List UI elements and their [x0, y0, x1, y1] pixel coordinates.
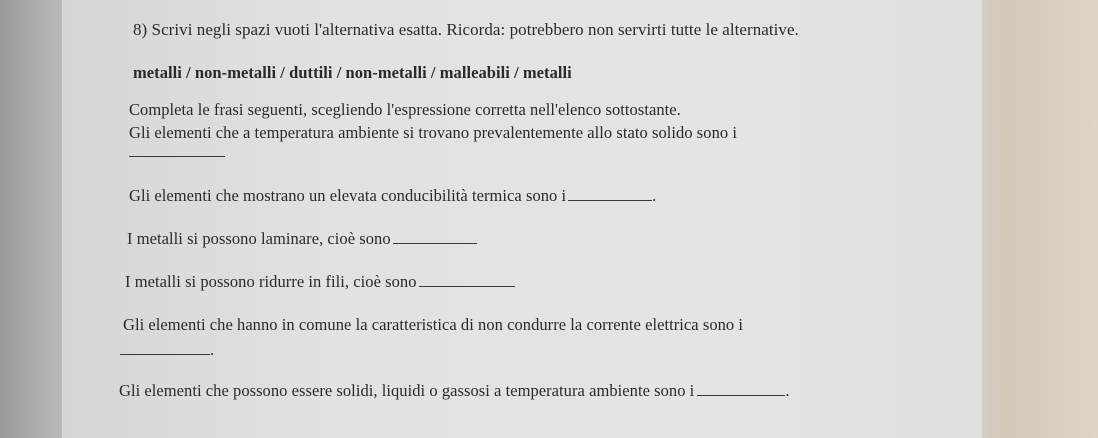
sentence-2-period: . — [652, 186, 657, 205]
answer-blank-6[interactable] — [697, 383, 785, 396]
sentence-6-period: . — [785, 381, 790, 400]
sentence-4-text: I metalli si possono ridurre in fili, cioè sono — [125, 272, 417, 291]
sentence-2-text: Gli elementi che mostrano un elevata conducibilità termica sono i — [129, 186, 567, 205]
sentence-6-text: Gli elementi che possono essere solidi, liquidi o gassosi a temperatura ambiente sono i — [119, 381, 695, 400]
answer-blank-1[interactable] — [129, 144, 225, 157]
sentence-3 — [127, 229, 477, 249]
sentence-5-end — [120, 340, 214, 360]
sentence-6 — [119, 381, 790, 401]
sentence-2 — [129, 186, 656, 206]
sentence-1: Gli elementi che a temperatura ambiente si trovano prevalentemente allo stato solido sono i — [129, 123, 737, 142]
sentence-4 — [125, 272, 515, 292]
exercise-title: 8) Scrivi negli spazi vuoti l'alternativa esatta. Ricorda: potrebbero non servirti tutte le alternative. — [133, 20, 799, 39]
answer-blank-3[interactable] — [393, 231, 477, 244]
answer-blank-5[interactable] — [120, 342, 210, 355]
answer-blank-4[interactable] — [419, 274, 515, 287]
sentence-5-period: . — [210, 340, 215, 359]
options-list: metalli / non-metalli / duttili / non-metalli / malleabili / metalli — [133, 63, 572, 82]
instructions: Completa le frasi seguenti, scegliendo l'espressione corretta nell'elenco sottostante. — [129, 100, 681, 119]
sentence-5: Gli elementi che hanno in comune la caratteristica di non condurre la corrente elettrica sono i — [123, 315, 744, 334]
answer-blank-2[interactable] — [568, 188, 652, 201]
sentence-3-text: I metalli si possono laminare, cioè sono — [127, 229, 391, 248]
